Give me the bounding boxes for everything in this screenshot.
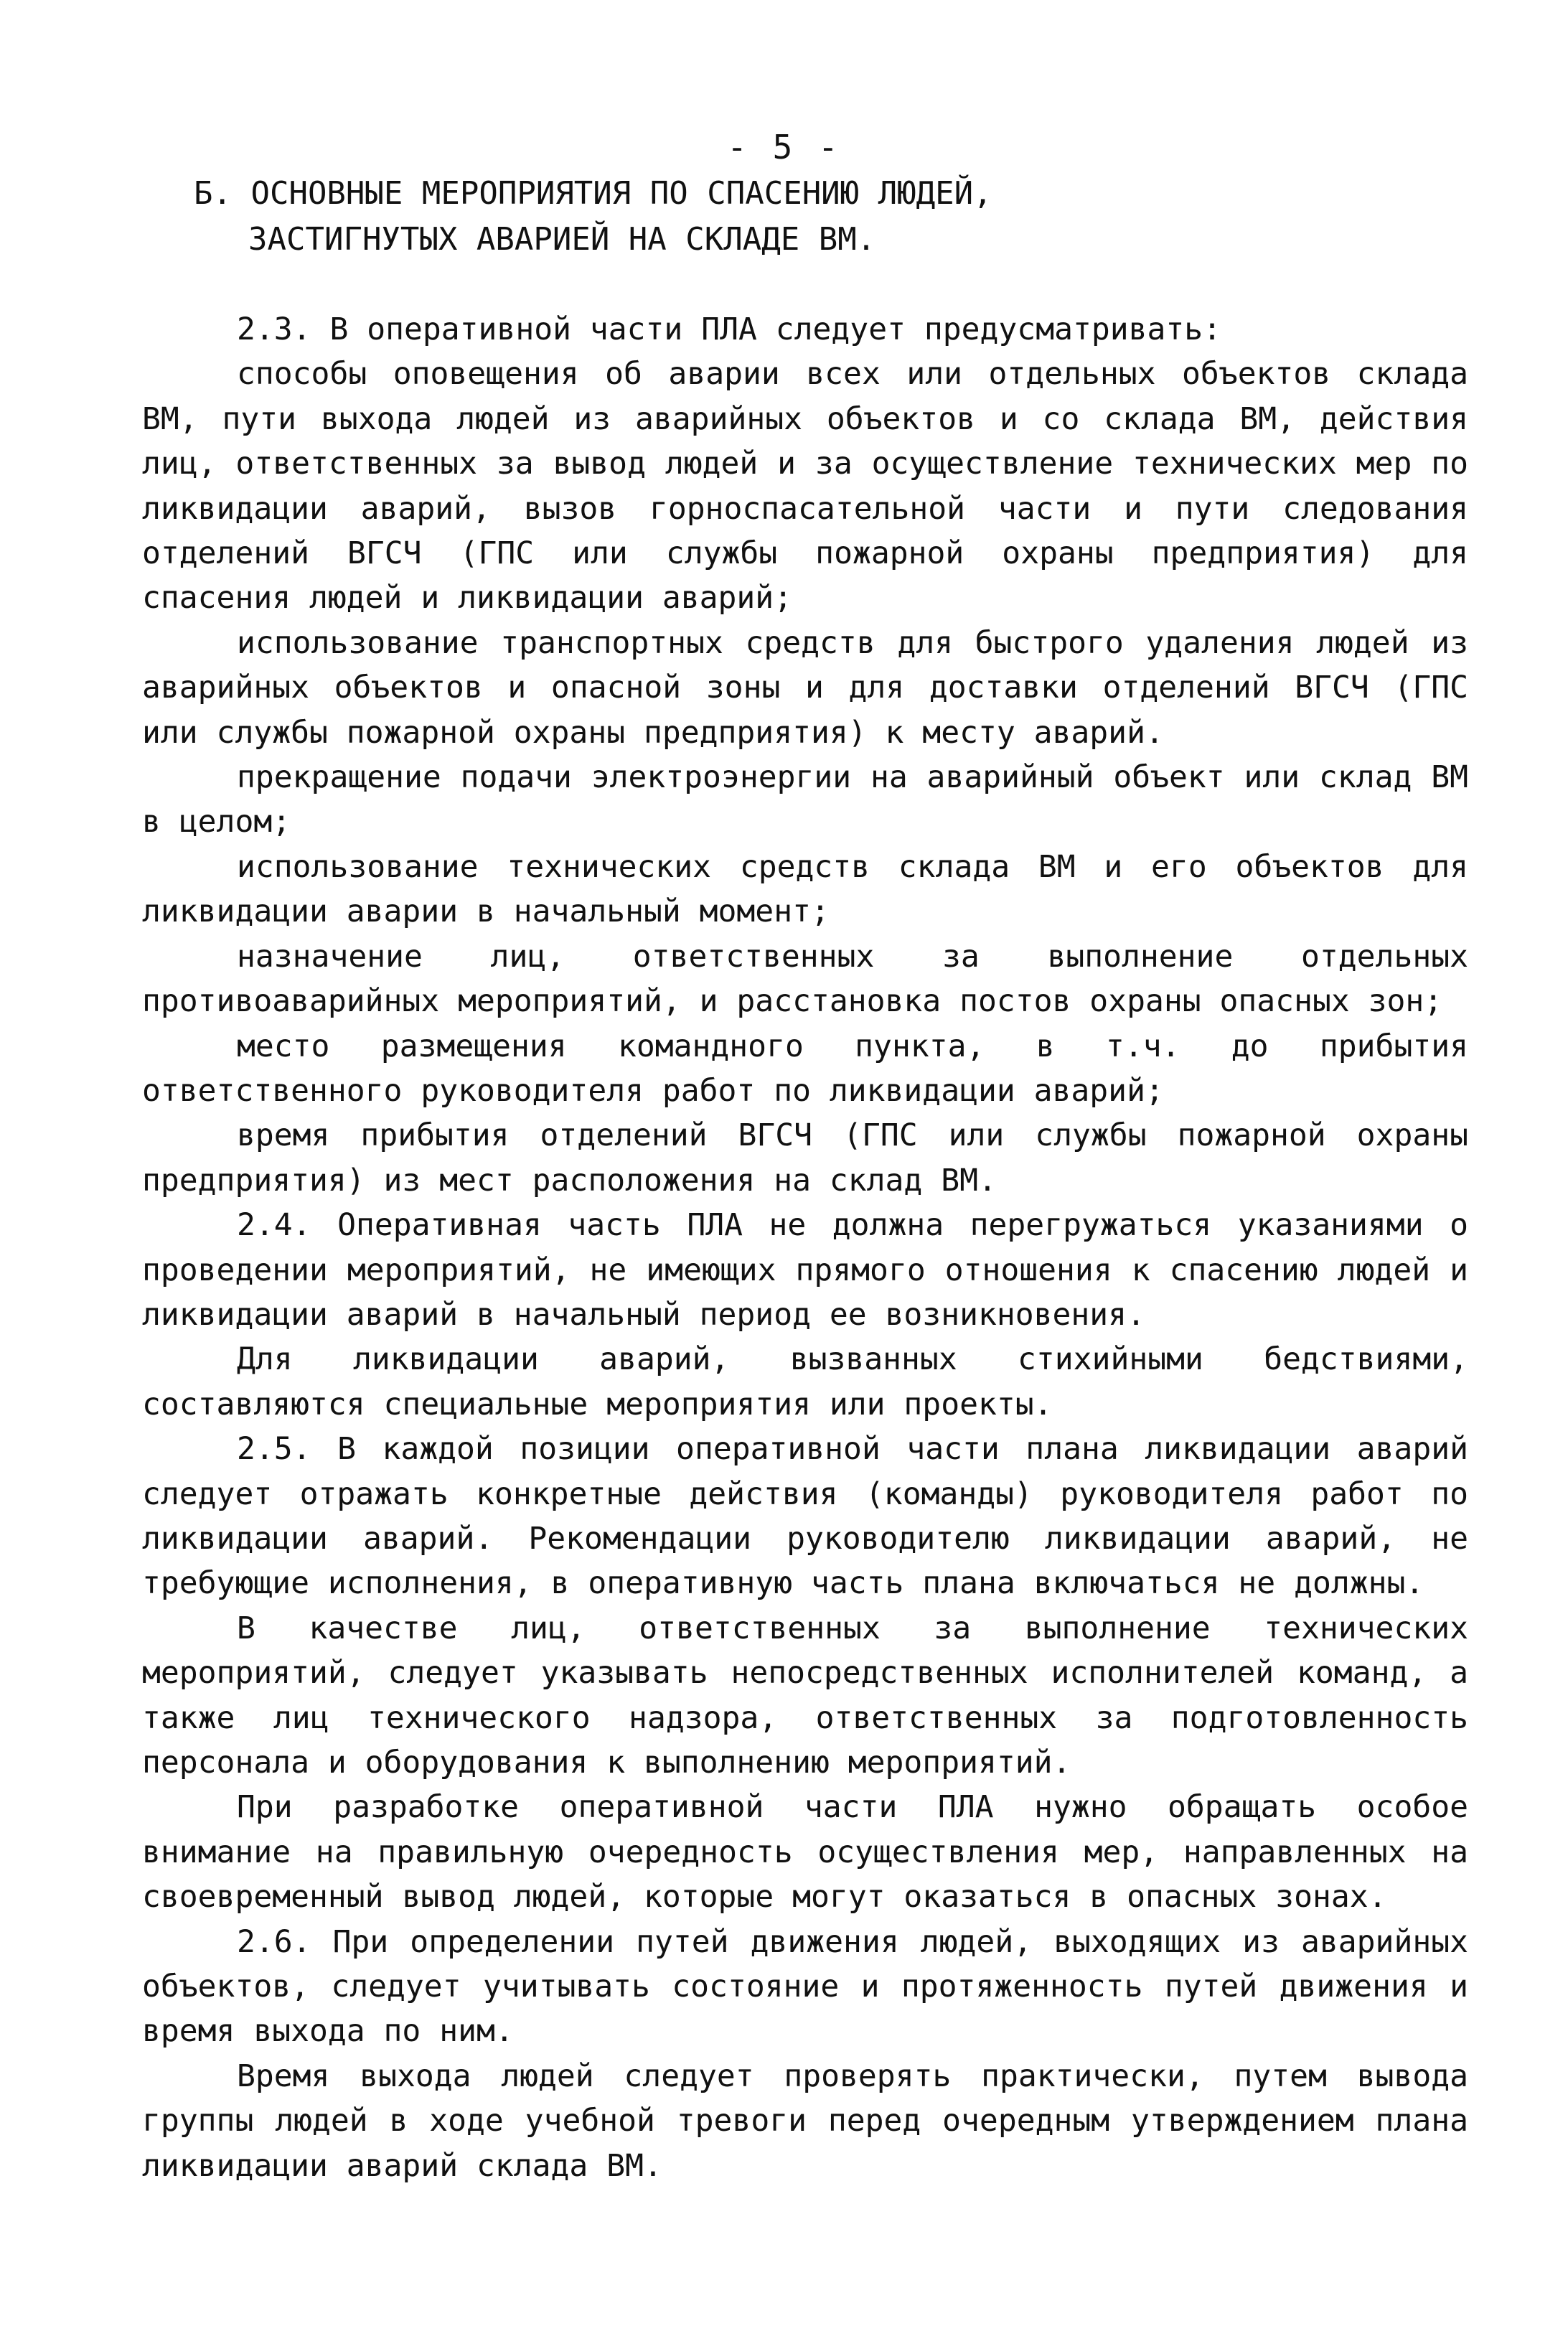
paragraph-2-4: 2.4. Оперативная часть ПЛА не должна перегружаться указаниями о проведении мероприятий, не имеющих прямого отношения к спасению людей и ликвидации аварий в начальный период ее возникновения.: [142, 1207, 1468, 1333]
paragraph-command-post: место размещения командного пункта, в т.ч. до прибытия ответственного руководителя работ по ликвидации аварий;: [142, 1028, 1468, 1109]
paragraph-arrival-time: время прибытия отделений ВГСЧ (ГПС или службы пожарной охраны предприятия) из мест расположения на склад ВМ.: [142, 1117, 1468, 1199]
paragraph-natural-disasters: Для ликвидации аварий, вызванных стихийными бедствиями, составляются специальные мероприятия или проекты.: [142, 1341, 1468, 1422]
page-number: - 5 -: [727, 128, 841, 166]
paragraph-responsible-persons: назначение лиц, ответственных за выполнение отдельных противоаварийных мероприятий, и расстановка постов охраны опасных зон;: [142, 938, 1468, 1020]
paragraph-2-3-heading: 2.3. В оперативной части ПЛА следует предусматривать:: [237, 311, 1222, 347]
paragraph-priority: При разработке оперативной части ПЛА нужно обращать особое внимание на правильную очередность осуществления мер, направленных на своевременный вывод людей, которые могут оказаться в опасных зонах.: [142, 1789, 1468, 1915]
paragraph-exit-time: Время выхода людей следует проверять практически, путем вывода группы людей в ходе учебной тревоги перед очередным утверждением плана ликвидации аварий склада ВМ.: [142, 2058, 1468, 2184]
paragraph-transport: использование транспортных средств для быстрого удаления людей из аварийных объектов и опасной зоны и для доставки отделений ВГСЧ (ГПС или службы пожарной охраны предприятия) к месту аварий.: [142, 624, 1468, 751]
section-title: [194, 171, 992, 263]
paragraph-power-cutoff: прекращение подачи электроэнергии на аварийный объект или склад ВМ в целом;: [142, 759, 1468, 840]
paragraph-2-6: 2.6. При определении путей движения людей, выходящих из аварийных объектов, следует учитывать состояние и протяженность путей движения и время выхода по ним.: [142, 1923, 1468, 2050]
section-title-line-2: ЗАСТИГНУТЫХ АВАРИЕЙ НА СКЛАДЕ ВМ.: [248, 221, 876, 258]
section-title-line-1: Б. ОСНОВНЫЕ МЕРОПРИЯТИЯ ПО СПАСЕНИЮ ЛЮДЕЙ,: [194, 175, 992, 212]
paragraph-responsible-executors: В качестве лиц, ответственных за выполнение технических мероприятий, следует указывать непосредственных исполнителей команд, а также лиц технического надзора, ответственных за подготовленность персонала и оборудования к выполнению мероприятий.: [142, 1610, 1468, 1781]
paragraph-alert-methods: способы оповещения об аварии всех или отдельных объектов склада ВМ, пути выхода людей из аварийных объектов и со склада ВМ, действия лиц, ответственных за вывод людей и за осуществление технических мер по ликвидации аварий, вызов горноспасательной части и пути следования отделений ВГСЧ (ГПС или службы пожарной охраны предприятия) для спасения людей и ликвидации аварий;: [142, 356, 1468, 616]
body-text: [142, 307, 1468, 2188]
paragraph-technical-means: использование технических средств склада ВМ и его объектов для ликвидации аварии в начальный момент;: [142, 848, 1468, 930]
paragraph-2-5: 2.5. В каждой позиции оперативной части плана ликвидации аварий следует отражать конкретные действия (команды) руководителя работ по ликвидации аварий. Рекомендации руководителю ликвидации аварий, не требующие исполнения, в оперативную часть плана включаться не должны.: [142, 1431, 1468, 1602]
